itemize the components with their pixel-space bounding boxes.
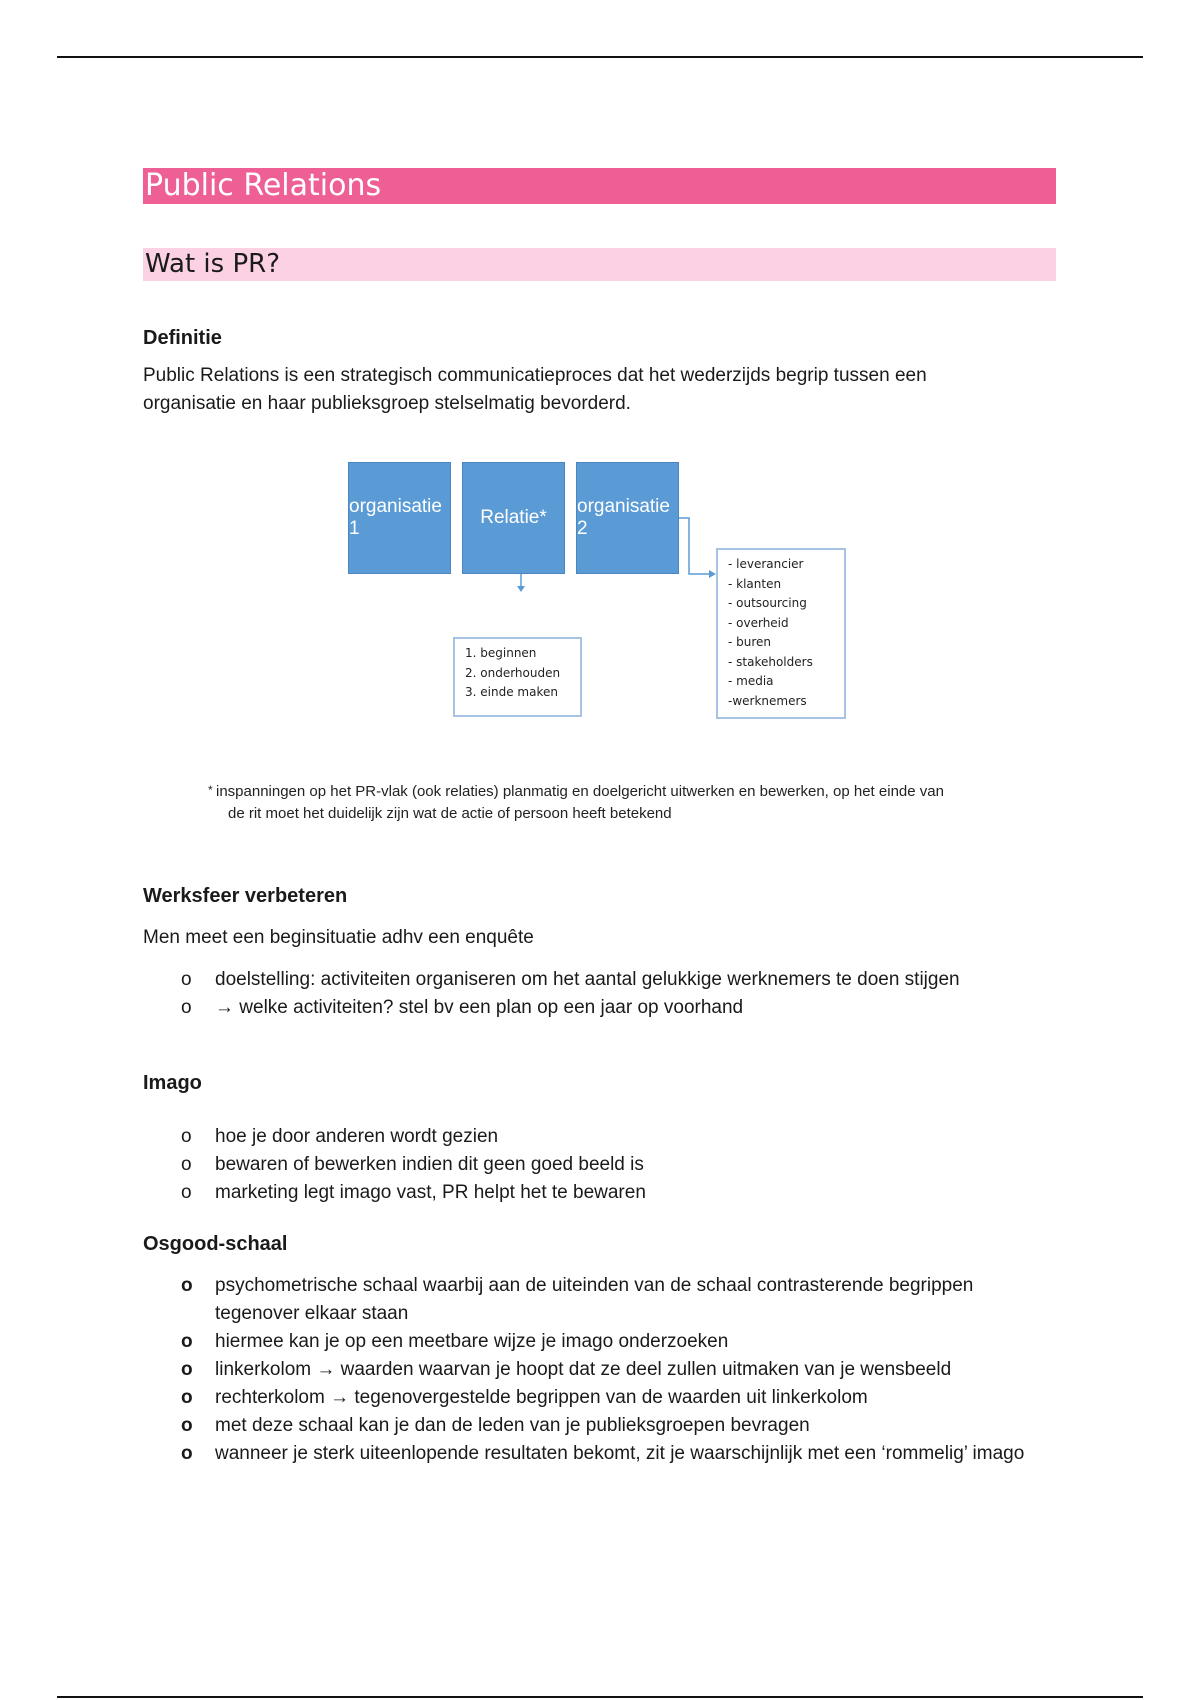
organisatie-1-box: organisatie 1 (348, 462, 451, 574)
werksfeer-intro: Men meet een beginsituatie adhv een enquête (143, 927, 534, 948)
imago-heading: Imago (143, 1072, 202, 1094)
list-item: o wanneer je sterk uiteenlopende resultaten bekomt, zit je waarschijnlijk met een ‘rommelig’ imago (181, 1443, 1025, 1464)
list-item: o marketing legt imago vast, PR helpt het te bewaren (181, 1182, 646, 1203)
section-heading: Wat is PR? (143, 248, 1056, 281)
list-item: o met deze schaal kan je dan de leden van je publieksgroepen bevragen (181, 1415, 810, 1436)
list-item: o bewaren of bewerken indien dit geen goed beeld is (181, 1154, 644, 1175)
group-item: - klanten (728, 576, 782, 591)
list-item: o doelstelling: activiteiten organiseren om het aantal gelukkige werknemers te doen stijgen (181, 969, 960, 990)
arrow-down-icon (517, 586, 525, 592)
definitie-text: Public Relations is een strategisch communicatieproces dat het wederzijds begrip tussen een organisatie en haar publieksgroep stelselmatig bevorderd. (143, 365, 927, 414)
list-item: o linkerkolom → waarden waarvan je hoopt dat ze deel zullen uitmaken van je wensbeeld (181, 1359, 952, 1380)
document-body (143, 168, 1056, 1468)
osgood-list (143, 1272, 1061, 1468)
page-title: Public Relations (143, 168, 1056, 204)
list-item: o psychometrische schaal waarbij aan de uiteinden van de schaal contrasterende begrippen tegenover elkaar staan (181, 1275, 974, 1324)
list-item: o hiermee kan je op een meetbare wijze je imago onderzoeken (181, 1331, 729, 1352)
footnote: * inspanningen op het PR-vlak (ook relaties) planmatig en doelgericht uitwerken en bewerken, op het einde van de rit moet het duidelijk zijn wat de actie of persoon heeft betekend (208, 783, 944, 822)
group-item: -werknemers (728, 693, 807, 708)
organisatie-2-box: organisatie 2 (576, 462, 679, 574)
list-item: o rechterkolom → tegenovergestelde begrippen van de waarden uit linkerkolom (181, 1387, 868, 1408)
footer-rule (57, 1696, 1143, 1698)
list-item: o hoe je door anderen wordt gezien (181, 1126, 499, 1147)
pr-diagram (348, 462, 868, 737)
phase-item: 1. beginnen (465, 646, 537, 660)
relatie-phases-box (453, 637, 582, 717)
imago-list (143, 1123, 1056, 1207)
werksfeer-heading: Werksfeer verbeteren (143, 885, 348, 907)
group-item: - leverancier (728, 557, 804, 571)
relatie-box: Relatie* (462, 462, 565, 574)
group-item: - buren (728, 635, 772, 649)
phase-item: 3. einde maken (465, 685, 558, 699)
arrow-right-icon (709, 570, 716, 578)
publieksgroepen-box (716, 548, 846, 719)
header-rule (57, 56, 1143, 58)
list-item: o → welke activiteiten? stel bv een plan op een jaar op voorhand (181, 997, 744, 1018)
definitie-heading: Definitie (143, 327, 222, 349)
group-item: - outsourcing (728, 596, 807, 610)
phase-item: 2. onderhouden (465, 665, 561, 680)
werksfeer-list (143, 966, 1056, 1022)
group-item: - overheid (728, 615, 789, 630)
osgood-heading: Osgood-schaal (143, 1233, 288, 1255)
group-item: - media (728, 674, 774, 688)
group-item: - stakeholders (728, 654, 813, 669)
